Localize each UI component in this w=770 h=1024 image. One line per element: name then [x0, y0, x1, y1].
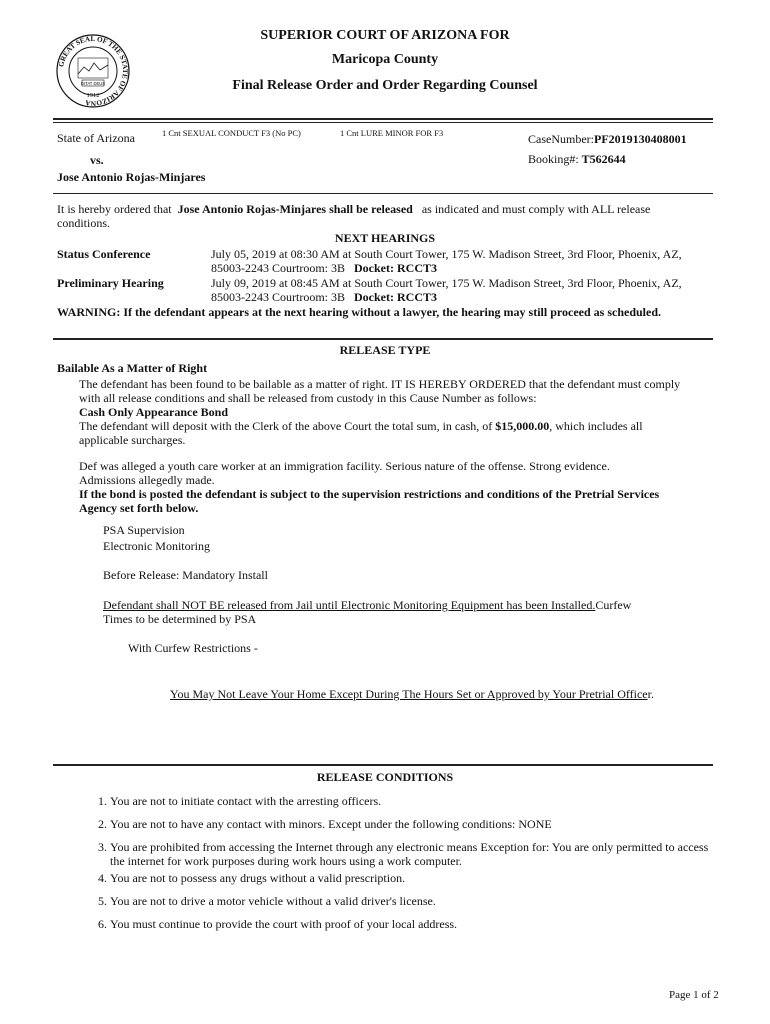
curfew-notice-end: r. [647, 687, 654, 701]
condition-item: 5. You are not to drive a motor vehicle without a valid driver's license. [110, 894, 722, 908]
supervision-condition-line-1: If the bond is posted the defendant is subject to the supervision restrictions and conditions of the Pretrial Services [79, 487, 660, 501]
release-type-body [79, 377, 719, 515]
bond-amount-line [79, 419, 719, 433]
curfew-times: Times to be determined by PSA [103, 612, 257, 626]
case-number-label: CaseNumber: [528, 132, 594, 146]
em-notice-line-1 [103, 598, 723, 612]
psa-supervision: PSA Supervision [103, 523, 185, 537]
order-line-2: conditions. [57, 216, 110, 230]
release-type-divider [53, 764, 713, 766]
release-conditions-list [60, 794, 722, 940]
header-divider-2 [53, 122, 713, 123]
electronic-monitoring: Electronic Monitoring [103, 539, 210, 553]
charge-1: 1 Cnt SEXUAL CONDUCT F3 (No PC) [162, 128, 301, 138]
curfew-notice-text: You May Not Leave Your Home Except During The Hours Set or Approved by Your Pretrial Office [170, 687, 648, 701]
plaintiff: State of Arizona [57, 131, 135, 145]
hearing-details-2 [211, 276, 721, 304]
judicial-note-line-2: Admissions allegedly made. [79, 473, 215, 487]
next-hearings-heading: NEXT HEARINGS [334, 231, 436, 245]
booking-value: T562644 [581, 152, 626, 166]
hearing-1-line-1: July 05, 2019 at 08:30 AM at South Court Tower, 175 W. Madison Street, 3rd Floor, Phoenix, AZ, [211, 247, 682, 261]
before-release: Before Release: Mandatory Install [103, 568, 268, 582]
hearing-details-1 [211, 247, 721, 275]
county-name: Maricopa County [331, 52, 439, 67]
condition-item: 3. You are prohibited from accessing the Internet through any electronic means Exception for: You are only permitted to access the internet for work purposes during work hours using a work computer. [110, 840, 722, 868]
booking-number [528, 152, 626, 167]
hearings-divider [53, 338, 713, 340]
em-notice [103, 598, 723, 626]
condition-item: 2. You are not to have any contact with minors. Except under the following conditions: NONE [110, 817, 722, 831]
em-notice-text: Defendant shall NOT BE released from Jail until Electronic Monitoring Equipment has been Installed. [103, 598, 596, 612]
versus: vs. [90, 153, 104, 167]
page-number: Page 1 of 2 [669, 989, 719, 1001]
hearing-2-line-2 [211, 290, 721, 304]
hearing-type-2: Preliminary Hearing [57, 276, 164, 290]
bond-amount: $15,000.00 [495, 419, 550, 433]
hearing-1-line-2 [211, 261, 721, 275]
hearing-2-courtroom: 85003-2243 Courtroom: 3B [211, 290, 345, 304]
document-title: Final Release Order and Order Regarding Counsel [232, 78, 538, 93]
condition-item: 4. You are not to possess any drugs without a valid prescription. [110, 871, 722, 885]
court-title: SUPERIOR COURT OF ARIZONA FOR [260, 28, 510, 43]
curfew-notice [170, 687, 654, 702]
counsel-warning: WARNING: If the defendant appears at the next hearing without a lawyer, the hearing may still proceed as scheduled. [57, 305, 661, 319]
hearing-2-line-1: July 09, 2019 at 08:45 AM at South Court Tower, 175 W. Madison Street, 3rd Floor, Phoenix, AZ, [211, 276, 682, 290]
case-number [528, 132, 687, 147]
condition-item: 6. You must continue to provide the court with proof of your local address. [110, 917, 722, 931]
svg-text:1912: 1912 [86, 92, 100, 99]
hearing-2-docket: Docket: RCCT3 [354, 290, 437, 304]
defendant-name: Jose Antonio Rojas-Minjares [57, 170, 206, 184]
curfew-restrictions: With Curfew Restrictions - [128, 641, 258, 655]
state-seal [56, 34, 130, 108]
case-number-value: PF2019130408001 [593, 132, 687, 146]
svg-text:GREAT SEAL OF THE STATE OF ARI: GREAT SEAL OF THE STATE OF ARIZONA [57, 34, 130, 108]
bailable-para-line-2: with all release conditions and shall be released from custody in this Cause Number as follows: [79, 391, 537, 405]
hearing-type-1: Status Conference [57, 247, 151, 261]
hearing-1-docket: Docket: RCCT3 [354, 261, 437, 275]
release-conditions-heading: RELEASE CONDITIONS [316, 770, 454, 784]
order-suffix: as indicated and must comply with ALL release [421, 202, 651, 216]
hearing-1-courtroom: 85003-2243 Courtroom: 3B [211, 261, 345, 275]
bailable-para-line-1: The defendant has been found to be bailable as a matter of right. IT IS HEREBY ORDERED that the defendant must comply [79, 377, 681, 391]
header-divider [53, 118, 713, 120]
release-type-subheading: Bailable As a Matter of Right [57, 361, 208, 375]
order-defendant: Jose Antonio Rojas-Minjares shall be released [177, 202, 413, 216]
judicial-note-line-1: Def was alleged a youth care worker at an immigration facility. Serious nature of the offense. Strong evidence. [79, 459, 610, 473]
supervision-condition-line-2: Agency set forth below. [79, 501, 199, 515]
bond-amount-prefix: The defendant will deposit with the Clerk of the above Court the total sum, in cash, of [79, 419, 493, 433]
bond-amount-line-2: applicable surcharges. [79, 433, 186, 447]
case-divider [53, 193, 713, 194]
bond-amount-suffix: , which includes all [549, 419, 643, 433]
condition-item: 1. You are not to initiate contact with the arresting officers. [110, 794, 722, 808]
order-statement [57, 202, 650, 217]
seal-graphic [56, 34, 130, 108]
curfew-inline: Curfew [595, 598, 632, 612]
order-prefix: It is hereby ordered that [57, 202, 172, 216]
release-type-heading: RELEASE TYPE [339, 343, 431, 357]
booking-label: Booking#: [528, 152, 579, 166]
svg-text:DITAT DEUS: DITAT DEUS [80, 80, 106, 86]
bond-type: Cash Only Appearance Bond [79, 405, 229, 419]
charge-2: 1 Cnt LURE MINOR FOR F3 [340, 128, 444, 138]
